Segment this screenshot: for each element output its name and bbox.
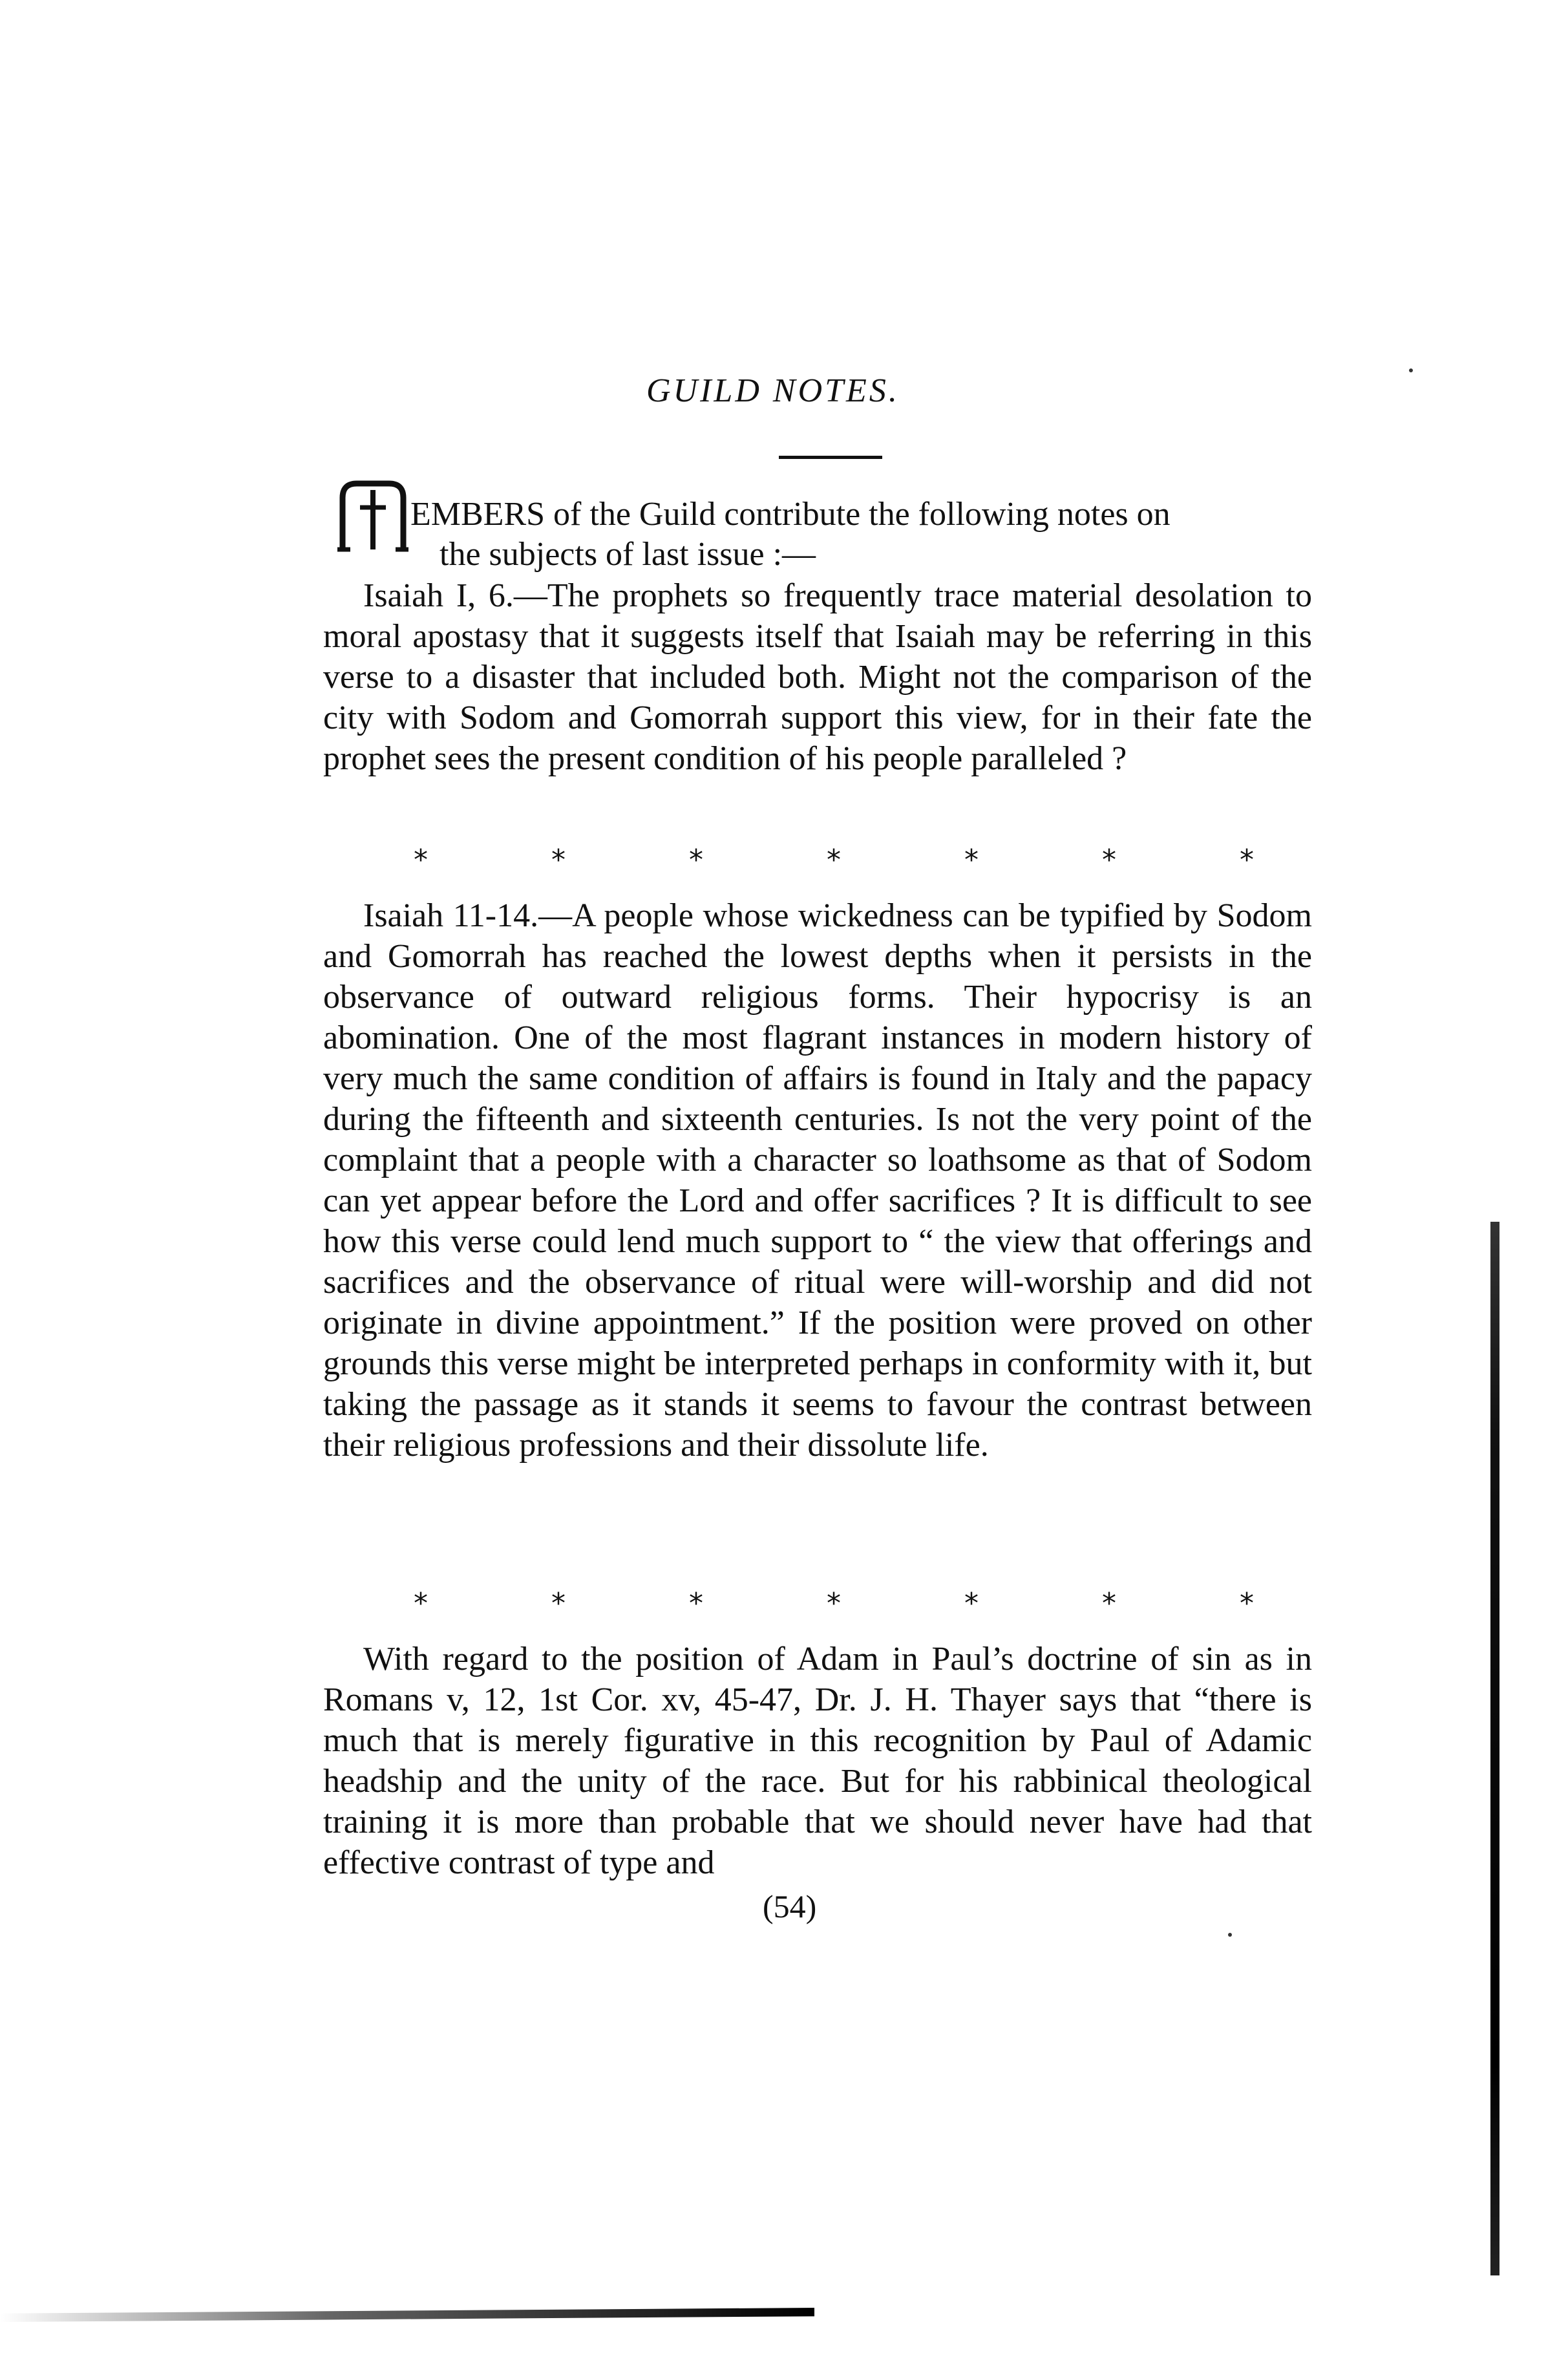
separator-star: * xyxy=(827,844,841,877)
heading-rule xyxy=(779,456,882,459)
page-number: (54) xyxy=(763,1888,817,1924)
separator-star: * xyxy=(689,844,703,877)
page-heading: GUILD NOTES. xyxy=(646,372,900,409)
scan-speck xyxy=(1228,1933,1232,1937)
scan-margin-shadow xyxy=(1490,1222,1499,2275)
paragraph-adam-pauline: With regard to the position of Adam in Paul’s doctrine of sin as in Romans v, 12, 1st Cor. xv, 45-47, Dr. J. H. Thayer says that “there is much that is merely figurative in this recognition by Paul of Adamic headship and the unity of the race. But for his rabbinical theological training it is more than probable that we should never have had that effective contrast of type and xyxy=(323,1641,1312,1881)
separator-star: * xyxy=(1240,1587,1254,1620)
separator-star: * xyxy=(964,1587,979,1620)
separator-star: * xyxy=(414,844,428,877)
separator-star: * xyxy=(551,1587,566,1620)
separator-star: * xyxy=(1240,844,1254,877)
separator-star: * xyxy=(827,1587,841,1620)
separator-star: * xyxy=(1102,844,1116,877)
paragraph-isaiah-i-6: Isaiah I, 6.—The prophets so frequently trace material desolation to moral apostasy that it suggests itself that Isaiah may be referring in this verse to a disaster that included both. Might not the comparison of the city with Sodom and Gomorrah support this view, for in their fate the prophet sees the present condition of his people paralleled ? xyxy=(323,577,1312,777)
separator-star: * xyxy=(551,844,566,877)
intro-line-1: EMBERS of the Guild contribute the following notes on xyxy=(410,496,1171,533)
intro-block xyxy=(323,495,1312,575)
scan-bottom-streak xyxy=(0,2308,814,2322)
scan-speck xyxy=(1409,368,1413,372)
separator-star: * xyxy=(964,844,979,877)
separator-star: * xyxy=(1102,1587,1116,1620)
separator-2 xyxy=(414,1587,1254,1620)
separator-star: * xyxy=(414,1587,428,1620)
paragraph-isaiah-11-14: Isaiah 11-14.—A people whose wickedness can be typified by Sodom and Gomorrah has reached the lowest depths when it persists in the observance of outward religious forms. Their hypocrisy is an abomination. One of the most flagrant instances in modern history of very much the same condition of affairs is found in Italy and the papacy during the fifteenth and sixteenth centuries. Is not the very point of the complaint that a people with a character so loathsome as that of Sodom can yet appear before the Lord and offer sacrifices ? It is difficult to see how this verse could lend much support to “ the view that offerings and sacrifices and the observance of ritual were will-worship and did not originate in divine appointment.” If the position were proved on other grounds this verse might be interpreted perhaps in conformity with it, but taking the passage as it stands it seems to favour the contrast between their religious professions and their dissolute life. xyxy=(323,897,1312,1464)
separator-star: * xyxy=(689,1587,703,1620)
separator-1 xyxy=(414,844,1254,877)
intro-line-2: the subjects of last issue :— xyxy=(440,536,816,573)
